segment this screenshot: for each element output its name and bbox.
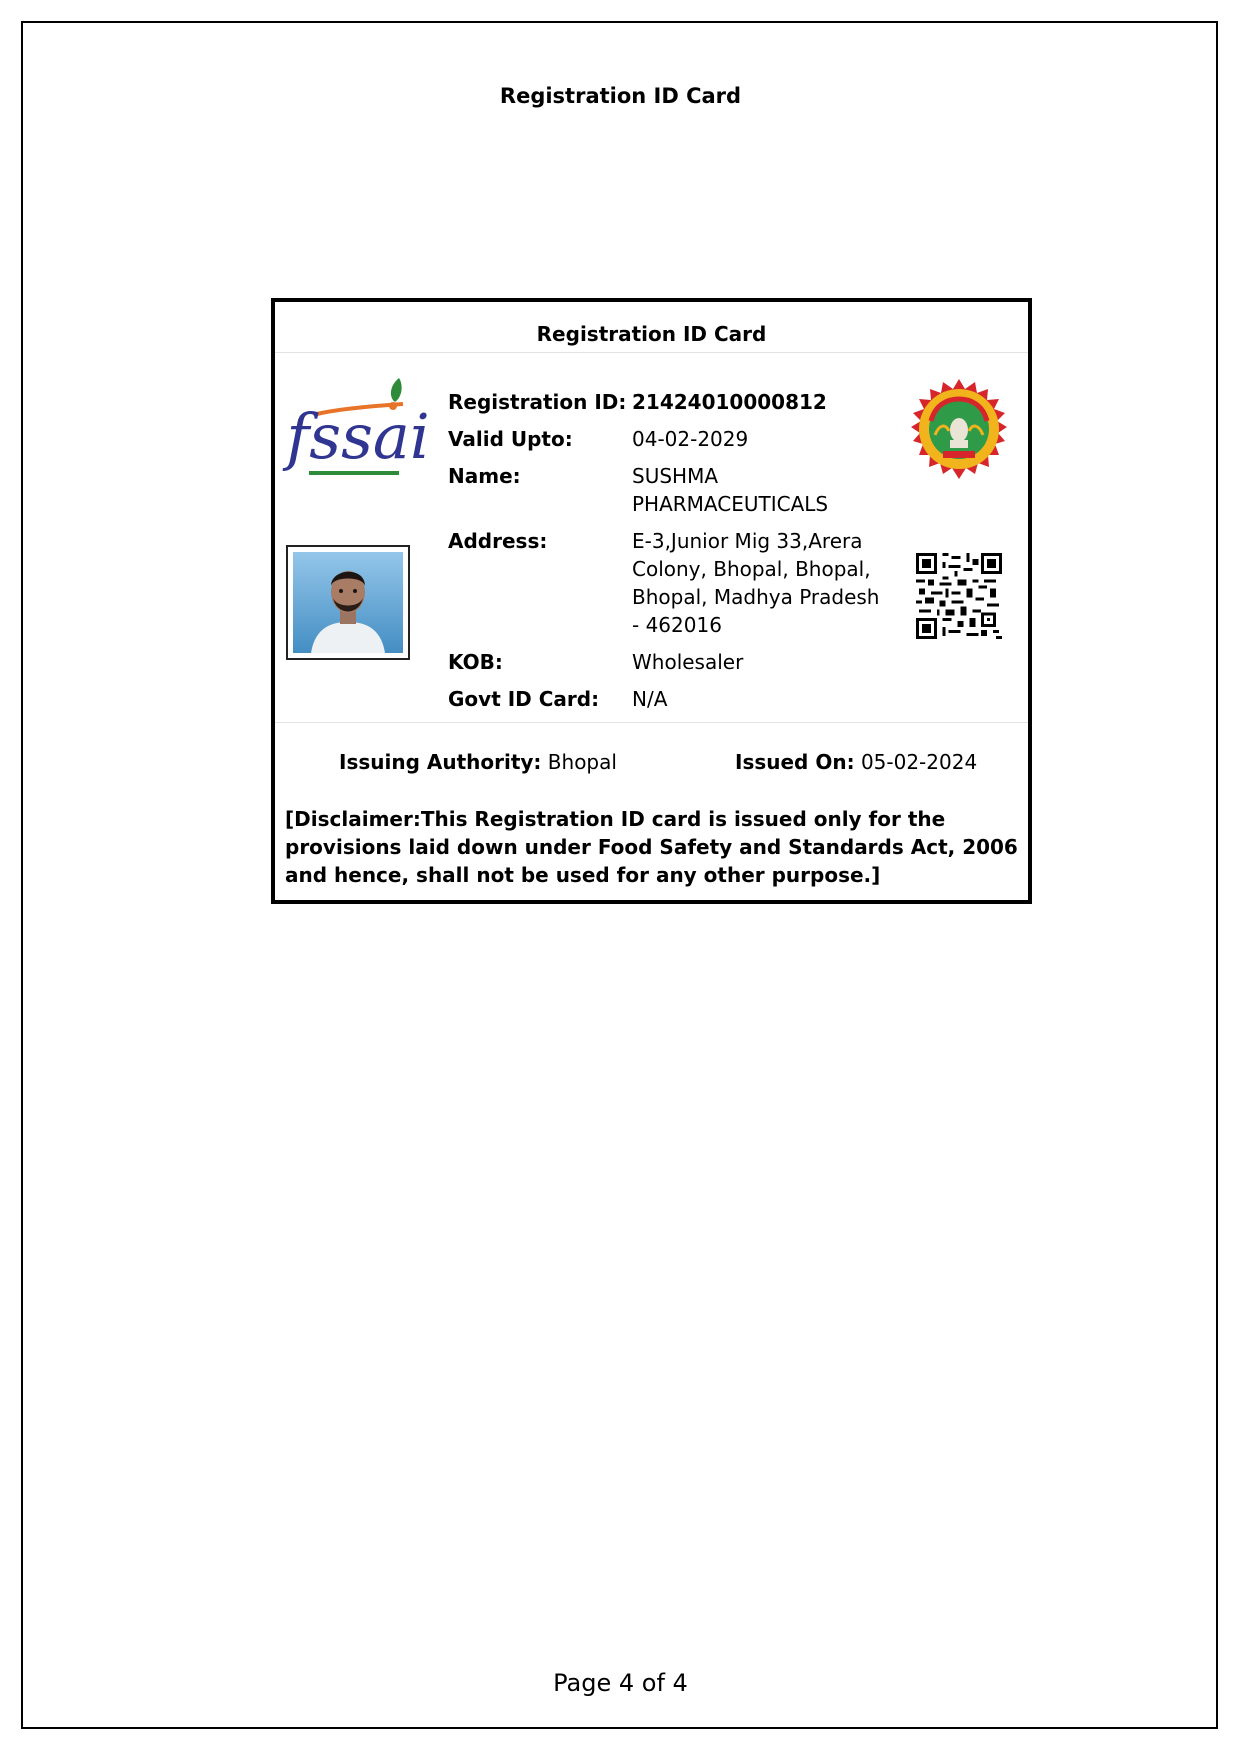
govt-id-label: Govt ID Card: — [448, 687, 600, 711]
issuing-authority — [339, 748, 617, 776]
govt-id-value: N/A — [632, 687, 668, 711]
name-value: SUSHMA PHARMACEUTICALS — [632, 464, 829, 516]
name-label: Name: — [448, 464, 521, 488]
valid-upto-row — [448, 425, 888, 453]
fssai-logo — [286, 374, 430, 482]
issuing-authority-label: Issuing Authority: — [339, 750, 542, 774]
registration-id-label: Registration ID: — [448, 390, 627, 414]
kob-value: Wholesaler — [632, 650, 744, 674]
page-title: Registration ID Card — [499, 84, 742, 108]
applicant-photo — [293, 552, 403, 653]
svg-text:fssai: fssai — [286, 400, 430, 473]
state-emblem-seal — [905, 377, 1013, 485]
registration-id-row — [448, 388, 888, 416]
card-divider-top — [275, 352, 1028, 353]
issued-on-value: 05-02-2024 — [860, 750, 978, 774]
address-row — [448, 527, 888, 639]
kob-row — [448, 648, 888, 676]
address-label: Address: — [448, 529, 548, 553]
registration-id-card — [271, 298, 1032, 904]
card-divider-bottom — [275, 722, 1028, 723]
card-details — [448, 388, 888, 722]
kob-label: KOB: — [448, 650, 503, 674]
address-value: E-3,Junior Mig 33,Arera Colony, Bhopal, Bhopal, Bhopal, Madhya Pradesh - 462016 — [632, 529, 880, 637]
card-title: Registration ID Card — [536, 322, 767, 346]
disclaimer-text: [Disclaimer:This Registration ID card is issued only for the provisions laid down under Food Safety and Standards Act, 2006 and hence, shall not be used for any other purpose.] — [285, 807, 1018, 887]
govt-id-row — [448, 685, 888, 713]
valid-upto-value: 04-02-2029 — [632, 427, 749, 451]
qr-code — [916, 553, 1002, 639]
issued-on — [735, 748, 977, 776]
valid-upto-label: Valid Upto: — [448, 427, 573, 451]
registration-id-value: 21424010000812 — [632, 390, 827, 414]
issued-on-label: Issued On: — [735, 750, 855, 774]
name-row — [448, 462, 888, 518]
issuing-authority-value: Bhopal — [547, 750, 617, 774]
applicant-photo-frame — [286, 545, 410, 660]
page-number: Page 4 of 4 — [553, 1669, 688, 1697]
